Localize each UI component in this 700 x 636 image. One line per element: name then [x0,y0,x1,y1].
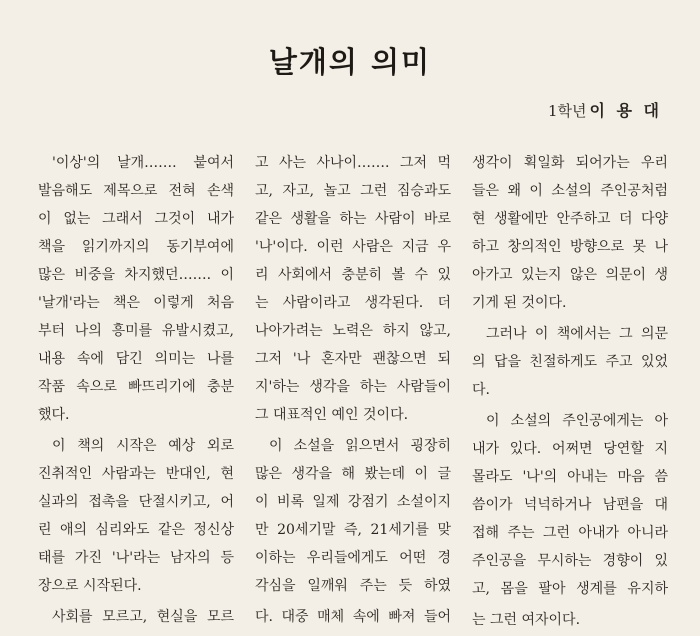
text-line: 그러나 이 책에서는 그 의문 [486,326,668,342]
text-line: '날개'라는 책은 이렇게 처음 [38,295,234,311]
text-line: 같은 생활을 하는 사람이 바로 [255,211,451,227]
text-line: 이 책의 시작은 예상 외로 [52,438,234,454]
text-line: 발음해도 제목으로 전혀 손색 [38,183,234,199]
text-line: 장으로 시작된다. [38,578,142,594]
text-line: 이 소설의 주인공에게는 아 [486,413,668,429]
text-line: 주인공을 무시하는 경향이 있 [472,553,668,569]
article-title: 날개의 의미 [268,45,432,79]
text-line: 현 생활에만 안주하고 더 다양 [472,211,668,227]
text-line: 고, 자고, 놀고 그런 짐승과도 [255,183,451,199]
author-byline [548,98,662,121]
text-line: 다. [472,382,490,398]
text-line: 이하는 우리들에게도 어떤 경 [255,550,451,566]
text-line: 접해 주는 그런 아내가 아니라 [472,525,668,541]
text-line: 기게 된 것이다. [472,295,567,311]
text-line: 고 사는 사나이……. 그저 먹 [255,155,451,171]
text-column-2 [255,149,451,631]
text-line: 태를 가진 '나'라는 남자의 등 [38,550,234,566]
text-line: 는 사람이라고 생각된다. 더 [255,295,451,311]
text-line: 생각이 획일화 되어가는 우리 [472,155,668,171]
text-line: 실과의 접촉을 단절시키고, 어 [38,494,234,510]
text-column-3 [472,149,668,634]
text-line: 아가고 있는지 않은 의문이 생 [472,267,668,283]
text-line: '나'이다. 이런 사람은 지금 우 [255,239,451,255]
text-line: 들은 왜 이 소설의 주인공처럼 [472,183,668,199]
text-line: 책을 읽기까지의 동기부여에 [38,239,234,255]
text-line: 각심을 일깨워 주는 듯 하였 [255,578,451,594]
text-line: 이 비록 일제 강점기 소설이지 [255,494,451,510]
text-line: 씀이가 넉넉하거나 남편을 대 [472,497,668,513]
text-line: 고, 몸을 팔아 생계를 유지하 [472,581,668,597]
text-line: 하고 창의적인 방향으로 못 나 [472,239,668,255]
text-line: 내가 있다. 어쩌면 당연할 지 [472,441,668,457]
text-column-1 [38,149,234,631]
text-line: 몰라도 '나'의 아내는 마음 씀 [472,469,668,485]
text-line: 내용 속에 담긴 의미는 나를 [38,351,234,367]
text-line: 만 20세기말 즉, 21세기를 맞 [255,522,451,538]
text-line: 작품 속으로 빠뜨리기에 충분 [38,379,234,395]
text-line: 이 없는 그래서 그것이 내가 [38,211,234,227]
text-line: 진취적인 사람과는 반대인, 현 [38,466,234,482]
text-line: 했다. [38,407,70,423]
text-line: 지'하는 생각을 하는 사람들이 [255,379,451,395]
text-line: 린 애의 심리와도 같은 정신상 [38,522,234,538]
text-line: 많은 비중을 차지했던……. 이 [38,267,234,283]
text-line: 다. 대중 매체 속에 빠져 들어 [255,609,451,625]
text-line: 부터 나의 흥미를 유발시켰고, [38,323,234,339]
author-grade: 1학년 [547,102,587,120]
text-line: 리 사회에서 충분히 볼 수 있 [255,267,451,283]
text-line: 그 대표적인 예인 것이다. [255,407,409,423]
author-name: 이 용 대 [589,101,662,120]
text-line: 많은 생각을 해 봤는데 이 글 [255,466,451,482]
text-line: 나아가려는 노력은 하지 않고, [255,323,451,339]
text-line: 사회를 모르고, 현실을 모르 [52,609,234,625]
text-line: 그저 '나 혼자만 괜찮으면 되 [255,351,451,367]
text-line: '이상'의 날개……. 붙여서 [52,155,234,171]
text-line: 는 그런 여자이다. [472,612,581,628]
text-line: 이 소설을 읽으면서 굉장히 [269,438,451,454]
text-line: 의 답을 친절하게도 주고 있었 [472,354,668,370]
